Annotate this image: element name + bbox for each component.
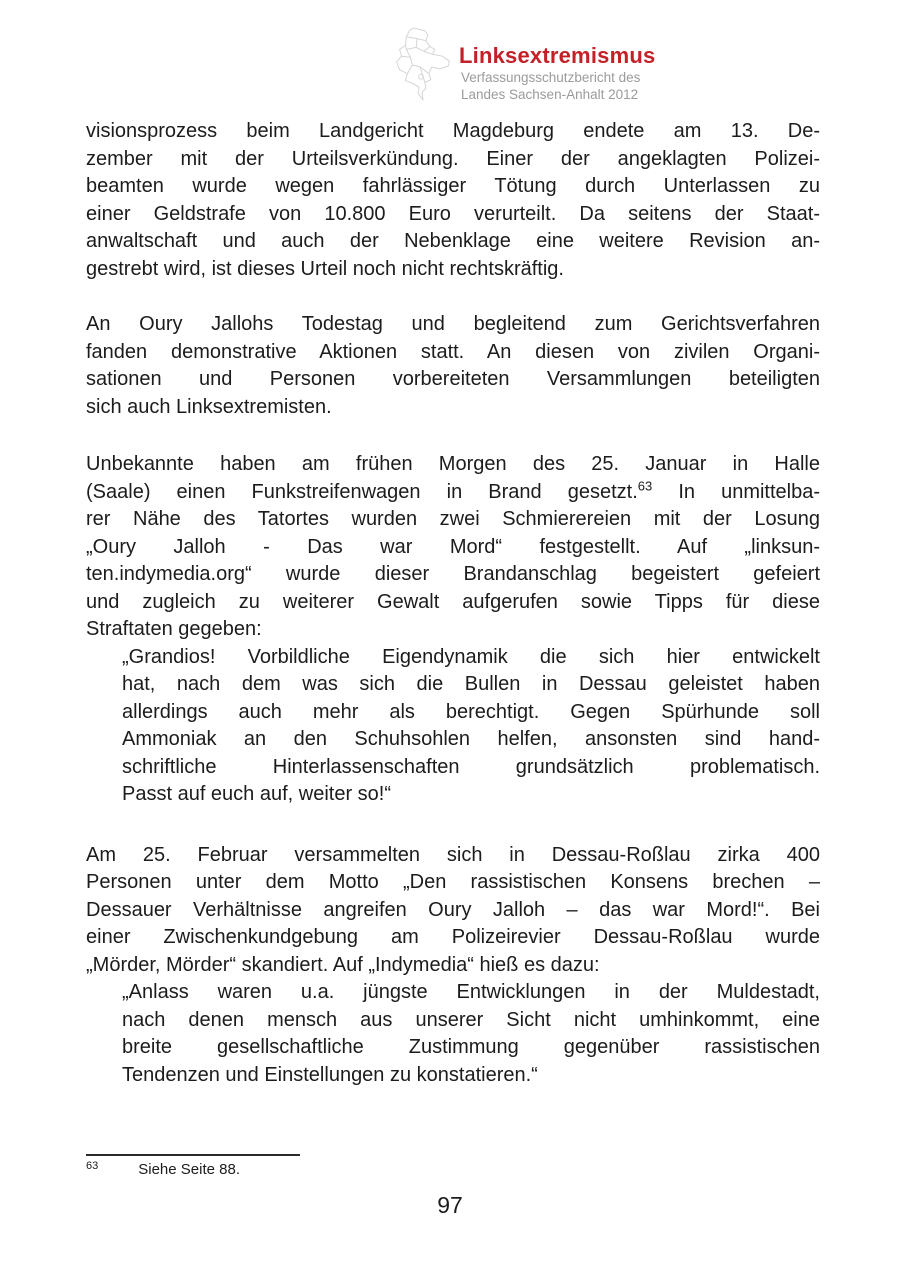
text-line: fanden demonstrative Aktionen statt. An diesen von zivilen Organi- [86, 340, 820, 363]
text-line: Ammoniak an den Schuhsohlen helfen, ansonsten sind hand- [122, 728, 820, 750]
quote-block-2 [122, 979, 820, 1089]
paragraph-2 [86, 311, 820, 421]
text-line: und zugleich zu weiterer Gewalt aufgerufen sowie Tipps für diese [86, 590, 820, 613]
text-line: Unbekannte haben am frühen Morgen des 25. Januar in Halle [86, 453, 820, 475]
text-line: rer Nähe des Tatortes wurden zwei Schmierereien mit der Losung [86, 508, 820, 530]
footnote-number: 63 [86, 1160, 99, 1172]
text-line: zember mit der Urteilsverkündung. Einer der angeklagten Polizei- [86, 147, 820, 170]
footnote-divider [86, 1154, 300, 1156]
text-line: „Mörder, Mörder“ skandiert. Auf „Indymedia“ hieß es dazu: [86, 953, 600, 976]
text-line: nach denen mensch aus unserer Sicht nicht umhinkommt, eine [122, 1008, 820, 1031]
text-segment: In unmittelba- [678, 480, 821, 503]
footnote-ref-63: 63 [637, 477, 653, 493]
paragraph-4 [86, 842, 820, 980]
text-line: Personen unter dem Motto „Den rassistischen Konsens brechen – [86, 871, 820, 893]
text-line-with-footnote-ref [86, 479, 820, 507]
text-line: einer Geldstrafe von 10.800 Euro verurteilt. Da seitens der Staat- [86, 202, 820, 225]
page-number: 97 [437, 1192, 463, 1218]
text-line: sationen und Personen vorbereiteten Versammlungen beteiligten [86, 368, 820, 390]
text-line: ten.indymedia.org“ wurde dieser Brandanschlag begeistert gefeiert [86, 563, 820, 585]
text-line: „Anlass waren u.a. jüngste Entwicklungen in der Muldestadt, [122, 981, 820, 1003]
paragraph-1 [86, 118, 820, 283]
text-segment: (Saale) einen Funkstreifenwagen in Brand gesetzt. [86, 480, 638, 503]
footnote-63 [86, 1161, 240, 1178]
text-line: Dessauer Verhältnisse angreifen Oury Jalloh – das war Mord!“. Bei [86, 898, 820, 921]
text-line: einer Zwischenkundgebung am Polizeirevier Dessau-Roßlau wurde [86, 926, 820, 948]
quote-block-1 [122, 644, 820, 809]
text-line: Passt auf euch auf, weiter so!“ [122, 783, 392, 805]
text-line: gestrebt wird, ist dieses Urteil noch nicht rechtskräftig. [86, 257, 564, 280]
footnote-text: Siehe Seite 88. [138, 1161, 240, 1178]
text-line: Am 25. Februar versammelten sich in Dessau-Roßlau zirka 400 [86, 843, 820, 866]
report-subtitle-line2: Landes Sachsen-Anhalt 2012 [461, 87, 639, 102]
text-line: allerdings auch mehr als berechtigt. Gegen Spürhunde soll [122, 700, 820, 723]
text-line: „Grandios! Vorbildliche Eigendynamik die sich hier entwickelt [122, 645, 820, 668]
page-title: Linksextremismus [459, 43, 656, 68]
saxony-anhalt-map-icon [392, 26, 452, 102]
text-line: breite gesellschaftliche Zustimmung gegenüber rassistischen [122, 1036, 820, 1058]
text-line: beamten wurde wegen fahrlässiger Tötung durch Unterlassen zu [86, 175, 820, 197]
text-line: An Oury Jallohs Todestag und begleitend zum Gerichtsverfahren [86, 313, 820, 335]
body-text [86, 118, 820, 1089]
paragraph-3 [86, 451, 820, 644]
text-line: „Oury Jalloh - Das war Mord“ festgestellt. Auf „linksun- [86, 535, 820, 558]
text-line: sich auch Linksextremisten. [86, 395, 332, 418]
text-line: Tendenzen und Einstellungen zu konstatieren.“ [122, 1063, 538, 1086]
text-line: Straftaten gegeben: [86, 618, 262, 640]
text-line: hat, nach dem was sich die Bullen in Dessau geleistet haben [122, 673, 820, 695]
text-line: anwaltschaft und auch der Nebenklage eine weitere Revision an- [86, 230, 820, 252]
report-subtitle-line1: Verfassungsschutzbericht des [461, 70, 641, 85]
text-line: schriftliche Hinterlassenschaften grundsätzlich problematisch. [122, 755, 820, 778]
text-line: visionsprozess beim Landgericht Magdeburg endete am 13. De- [86, 120, 820, 142]
